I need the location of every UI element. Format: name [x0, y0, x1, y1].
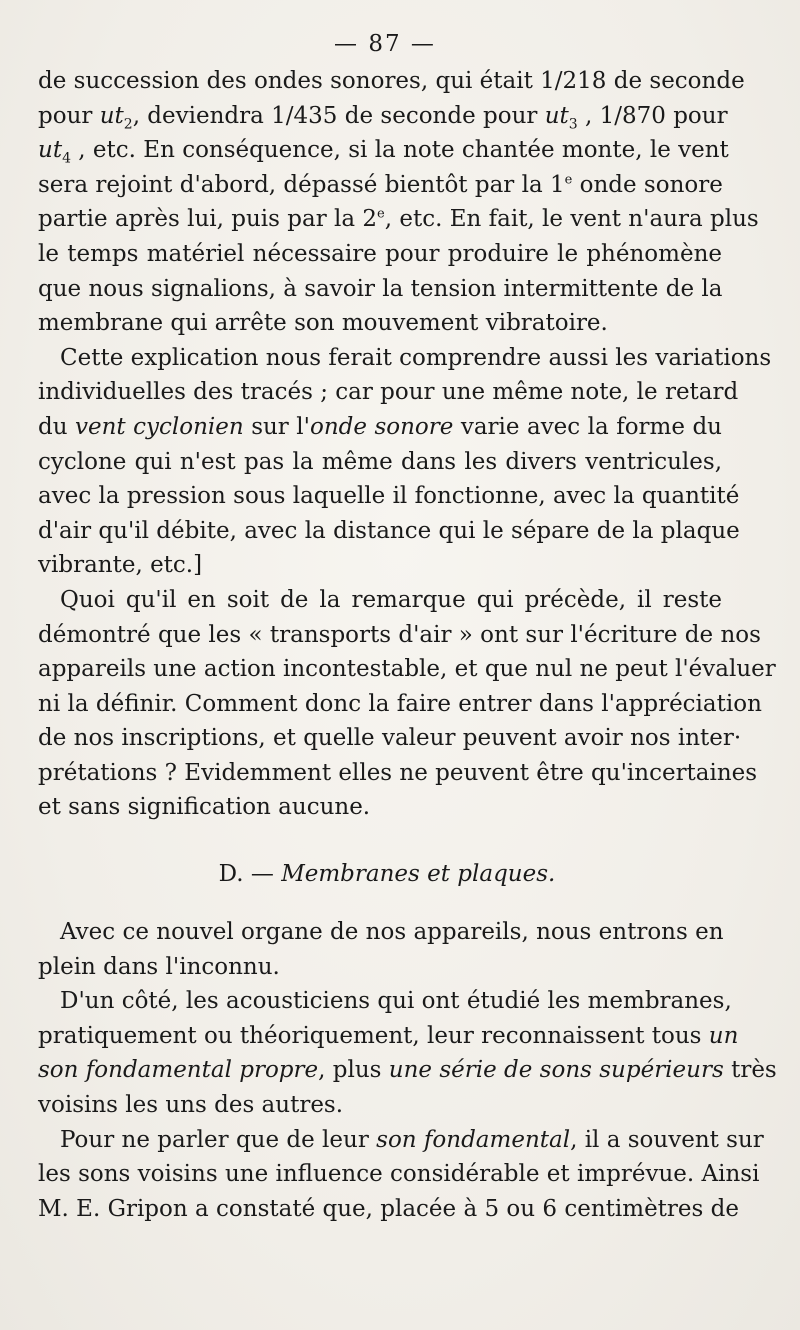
- text-span: sera rejoint d'abord, dépassé bientôt par la 1: [38, 171, 565, 198]
- text-line: [38, 375, 739, 410]
- text-line: [38, 652, 776, 687]
- text-span: vibrante, etc.]: [38, 552, 203, 579]
- text-line: [38, 1053, 777, 1088]
- text-span: , 1/870 pour: [577, 102, 728, 129]
- text-span: démontré que les « transports d'air » ont sur l'écriture de nos: [38, 621, 761, 648]
- text-span: prétations ? Evidemment elles ne peuvent être qu'incertaines: [38, 759, 758, 786]
- text-line: [38, 272, 722, 307]
- text-span: Pour ne parler que de leur: [60, 1126, 377, 1153]
- note-name: ut: [544, 102, 569, 129]
- note-name: ut: [99, 102, 124, 129]
- text-line: [38, 1019, 739, 1054]
- italic-term: onde sonore: [309, 413, 454, 440]
- text-span: de nos inscriptions, et quelle valeur peuvent avoir nos inter·: [38, 725, 742, 752]
- text-span: de succession des ondes sonores, qui était 1/218 de seconde: [38, 68, 745, 94]
- text-line: [38, 237, 722, 272]
- text-span: que nous signalions, à savoir la tension intermittente de la: [38, 275, 723, 302]
- italic-term: son fondamental: [376, 1126, 571, 1153]
- text-span: du: [38, 413, 76, 440]
- note-index: 4: [62, 150, 71, 167]
- text-span: Quoi qu'il en soit de la remarque qui précède, il reste: [60, 586, 722, 613]
- text-span: voisins les uns des autres.: [38, 1092, 344, 1119]
- text-span: , il a souvent sur: [570, 1126, 764, 1153]
- text-span: cyclone qui n'est pas la même dans les divers ventricules,: [38, 448, 722, 475]
- text-span: d'air qu'il débite, avec la distance qui le sépare de la plaque: [38, 517, 740, 544]
- text-span: plein dans l'inconnu.: [38, 953, 280, 980]
- text-line: [38, 514, 740, 549]
- note-index: 2: [123, 116, 133, 133]
- text-span: ni la définir. Comment donc la faire entrer dans l'appréciation: [38, 690, 762, 717]
- text-line: [38, 984, 732, 1019]
- text-span: le temps matériel nécessaire pour produire le phénomène: [38, 240, 722, 267]
- text-span: , plus: [318, 1057, 389, 1084]
- text-span: Cette explication nous ferait comprendre aussi les variations: [60, 344, 772, 371]
- paragraph-3: [38, 583, 776, 825]
- text-line: [38, 618, 761, 653]
- text-line: [38, 1088, 722, 1123]
- text-line: [38, 202, 759, 237]
- text-span: D'un côté, les acousticiens qui ont étudié les membranes,: [60, 988, 732, 1015]
- text-span: pour: [38, 102, 100, 129]
- text-line: [38, 133, 729, 168]
- paragraph-6: [38, 1123, 764, 1227]
- text-line: [38, 583, 722, 618]
- text-line: [38, 64, 745, 99]
- text-line: [38, 1123, 764, 1158]
- text-line: [38, 410, 722, 445]
- text-span: varie avec la forme du: [453, 413, 722, 440]
- text-span: , etc. En fait, le vent n'aura plus: [384, 206, 759, 233]
- text-span: avec la pression sous laquelle il fonctionne, avec la quantité: [38, 483, 740, 510]
- text-line: [38, 306, 722, 341]
- text-span: partie après lui, puis par la 2: [38, 206, 378, 233]
- text-line: [38, 721, 742, 756]
- section-title: Membranes et plaques.: [281, 861, 556, 888]
- text-span: M. E. Gripon a constaté que, placée à 5 ou 6 centimètres de: [38, 1195, 739, 1222]
- page-number: — 87 —: [334, 31, 436, 57]
- text-line: [38, 445, 722, 480]
- note-index: 3: [568, 116, 578, 133]
- body-text: [38, 64, 777, 1226]
- text-span: , deviendra 1/435 de seconde pour: [132, 102, 545, 129]
- text-span: onde sonore: [572, 171, 723, 198]
- section-heading: [38, 859, 722, 889]
- text-line: [38, 1192, 739, 1227]
- italic-term: une série de sons supérieurs: [388, 1057, 724, 1084]
- text-line: [38, 950, 722, 985]
- paragraph-2: [38, 341, 772, 583]
- text-line: [38, 915, 722, 950]
- text-span: membrane qui arrête son mouvement vibratoire.: [38, 310, 608, 337]
- italic-term: son fondamental propre: [38, 1057, 319, 1084]
- text-line: [38, 479, 740, 514]
- text-line: [38, 548, 722, 583]
- text-line: [38, 1157, 760, 1192]
- text-line: [38, 756, 758, 791]
- text-span: et sans signification aucune.: [38, 794, 371, 821]
- section-letter: D. —: [218, 861, 282, 888]
- text-line: [38, 687, 762, 722]
- ordinal-superscript: e: [564, 172, 573, 188]
- paragraph-1: [38, 64, 759, 341]
- text-span: , etc. En conséquence, si la note chantée monte, le vent: [70, 137, 729, 164]
- text-span: les sons voisins une influence considérable et imprévue. Ainsi: [38, 1161, 760, 1188]
- paragraph-5: [38, 984, 777, 1122]
- text-line: [38, 790, 722, 825]
- note-name: ut: [38, 137, 63, 164]
- text-line: [38, 168, 722, 203]
- text-span: sur l': [243, 413, 310, 440]
- text-span: très: [723, 1057, 777, 1084]
- paragraph-4: [38, 915, 722, 984]
- text-line: [38, 99, 728, 134]
- text-span: Avec ce nouvel organe de nos appareils, nous entrons en: [60, 919, 724, 946]
- text-span: pratiquement ou théoriquement, leur reconnaissent tous: [38, 1022, 709, 1049]
- ordinal-superscript: e: [377, 206, 385, 222]
- italic-term: un: [708, 1022, 739, 1049]
- text-span: appareils une action incontestable, et que nul ne peut l'évaluer: [38, 656, 776, 683]
- text-line: [38, 341, 772, 376]
- text-span: individuelles des tracés ; car pour une même note, le retard: [38, 379, 739, 406]
- italic-term: vent cyclonien: [75, 413, 244, 440]
